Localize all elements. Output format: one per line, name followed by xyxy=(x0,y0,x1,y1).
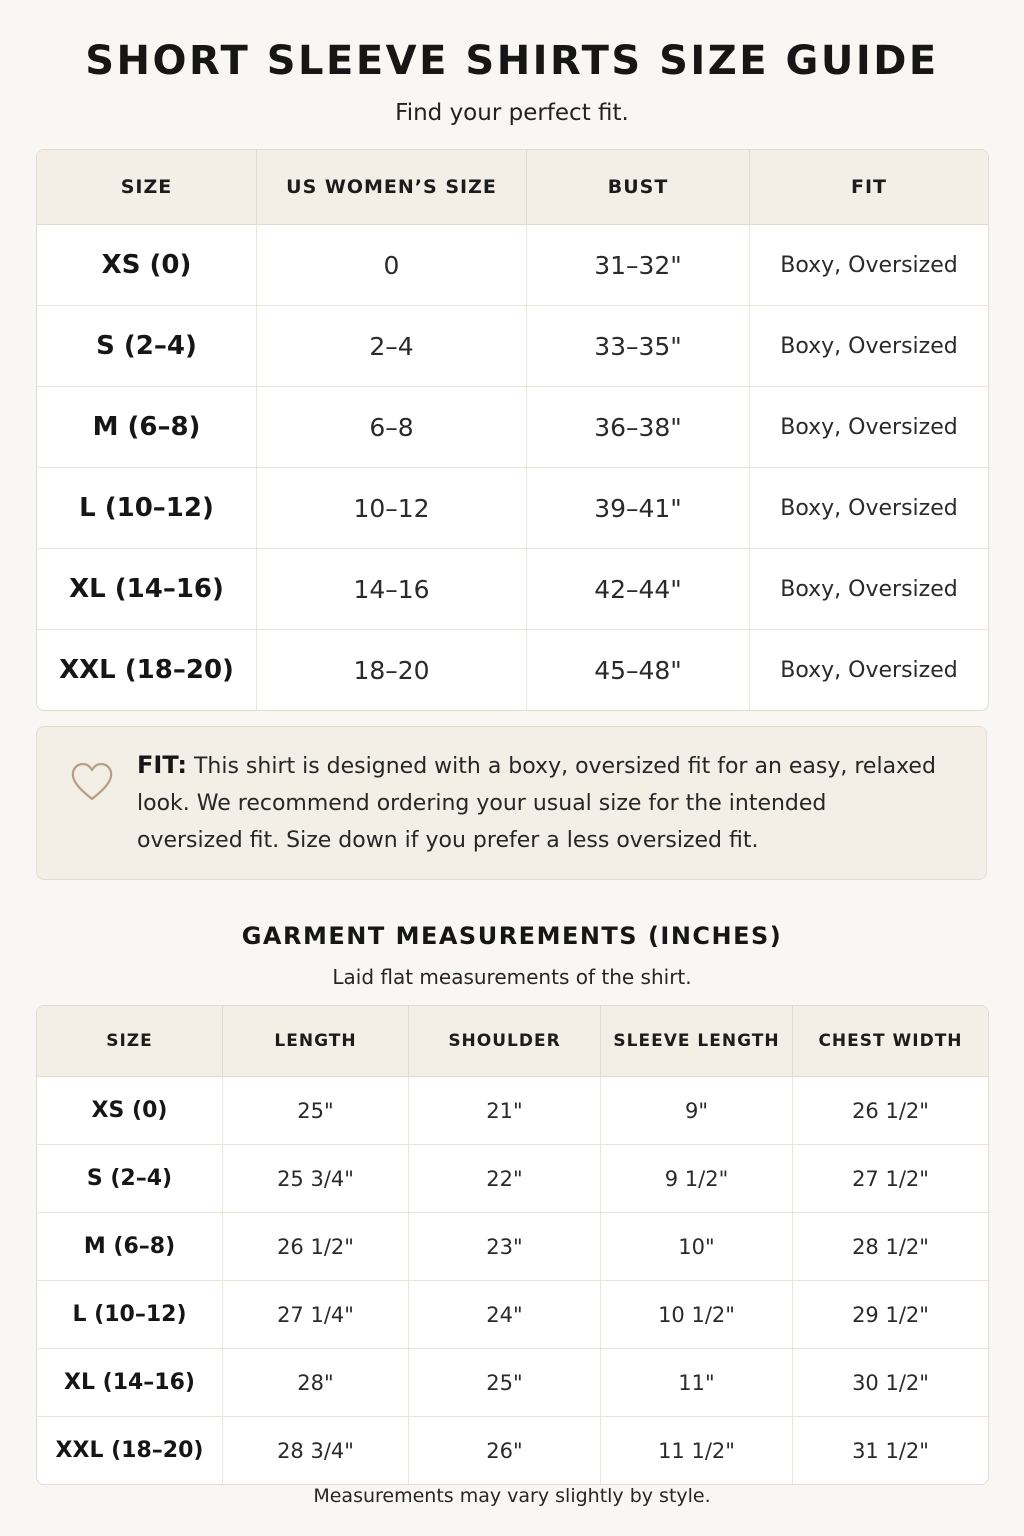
us-size-cell: 10–12 xyxy=(257,468,527,549)
fit-cell: Boxy, Oversized xyxy=(750,225,988,306)
fit-cell: Boxy, Oversized xyxy=(750,468,988,549)
bust-cell: 42–44" xyxy=(527,549,750,630)
length-cell: 28 3/4" xyxy=(223,1417,409,1484)
size-cell: XXL (18–20) xyxy=(37,630,257,710)
chest-width-cell: 30 1/2" xyxy=(793,1349,988,1417)
size-cell: XL (14–16) xyxy=(37,1349,223,1417)
size-cell: XS (0) xyxy=(37,1077,223,1145)
table-row xyxy=(37,1349,988,1417)
column-header-size: SIZE xyxy=(37,1006,223,1077)
us-size-cell: 2–4 xyxy=(257,306,527,387)
table-row xyxy=(37,1077,988,1145)
chest-width-cell: 31 1/2" xyxy=(852,1438,929,1463)
size-cell: S (2–4) xyxy=(37,1145,223,1213)
size-table xyxy=(36,149,989,711)
column-header-bust: BUST xyxy=(527,150,750,225)
chest-width-cell: 28 1/2" xyxy=(793,1213,988,1281)
heart-icon xyxy=(69,759,115,805)
fit-cell: Boxy, Oversized xyxy=(780,657,958,683)
table-row xyxy=(37,1281,988,1349)
table-row xyxy=(37,468,988,549)
page-title: SHORT SLEEVE SHIRTS SIZE GUIDE xyxy=(85,38,939,84)
column-header-length: LENGTH xyxy=(223,1006,409,1077)
shoulder-cell: 26" xyxy=(409,1417,601,1484)
us-size-cell: 6–8 xyxy=(257,387,527,468)
us-size-cell: 0 xyxy=(257,225,527,306)
column-header-chest-width: CHEST WIDTH xyxy=(793,1006,988,1077)
sleeve-length-cell: 10 1/2" xyxy=(601,1281,793,1349)
measurements-table xyxy=(36,1005,989,1485)
fit-cell: Boxy, Oversized xyxy=(750,549,988,630)
size-cell: XL (14–16) xyxy=(37,549,257,630)
size-cell: S (2–4) xyxy=(37,306,257,387)
length-cell: 28" xyxy=(223,1349,409,1417)
sleeve-length-cell: 9 1/2" xyxy=(601,1145,793,1213)
chest-width-cell: 27 1/2" xyxy=(793,1145,988,1213)
size-cell: L (10–12) xyxy=(37,468,257,549)
measurements-header-row xyxy=(37,1006,988,1077)
footnote: Measurements may vary slightly by style. xyxy=(313,1485,711,1507)
measurements-subtitle: Laid flat measurements of the shirt. xyxy=(332,965,692,989)
shoulder-cell: 21" xyxy=(409,1077,601,1145)
size-cell: L (10–12) xyxy=(37,1281,223,1349)
chest-width-cell: 26 1/2" xyxy=(793,1077,988,1145)
size-table-header-row xyxy=(37,150,988,225)
fit-cell: Boxy, Oversized xyxy=(750,387,988,468)
size-cell: XXL (18–20) xyxy=(37,1417,223,1484)
shoulder-cell: 22" xyxy=(409,1145,601,1213)
fit-note-callout xyxy=(36,726,987,880)
page-subtitle: Find your perfect fit. xyxy=(395,100,629,126)
column-header-size: SIZE xyxy=(37,150,257,225)
fit-note-label: FIT: xyxy=(137,751,187,779)
sleeve-length-cell: 11" xyxy=(601,1349,793,1417)
us-size-cell: 18–20 xyxy=(257,630,527,710)
table-row xyxy=(37,549,988,630)
column-header-fit: FIT xyxy=(750,150,988,225)
size-cell: M (6–8) xyxy=(37,387,257,468)
bust-cell: 33–35" xyxy=(527,306,750,387)
table-row xyxy=(37,1145,988,1213)
length-cell: 25 3/4" xyxy=(223,1145,409,1213)
table-row xyxy=(37,1213,988,1281)
bust-cell: 39–41" xyxy=(527,468,750,549)
fit-note-text-block xyxy=(137,747,937,859)
column-header-shoulder: SHOULDER xyxy=(409,1006,601,1077)
length-cell: 25" xyxy=(223,1077,409,1145)
size-cell: M (6–8) xyxy=(37,1213,223,1281)
shoulder-cell: 25" xyxy=(409,1349,601,1417)
chest-width-cell: 29 1/2" xyxy=(793,1281,988,1349)
length-cell: 26 1/2" xyxy=(223,1213,409,1281)
shoulder-cell: 24" xyxy=(409,1281,601,1349)
length-cell: 27 1/4" xyxy=(223,1281,409,1349)
sleeve-length-cell: 11 1/2" xyxy=(601,1417,793,1484)
table-row xyxy=(37,306,988,387)
column-header-sleeve-length: SLEEVE LENGTH xyxy=(601,1006,793,1077)
sleeve-length-cell: 10" xyxy=(601,1213,793,1281)
bust-cell: 31–32" xyxy=(527,225,750,306)
fit-cell: Boxy, Oversized xyxy=(750,306,988,387)
table-row xyxy=(37,630,988,710)
bust-cell: 36–38" xyxy=(527,387,750,468)
table-row xyxy=(37,1417,988,1484)
sleeve-length-cell: 9" xyxy=(601,1077,793,1145)
size-cell: XS (0) xyxy=(37,225,257,306)
shoulder-cell: 23" xyxy=(409,1213,601,1281)
measurements-title: GARMENT MEASUREMENTS (INCHES) xyxy=(241,922,783,950)
us-size-cell: 14–16 xyxy=(257,549,527,630)
table-row xyxy=(37,225,988,306)
table-row xyxy=(37,387,988,468)
column-header-us-womens-size: US WOMEN’S SIZE xyxy=(257,150,527,225)
bust-cell: 45–48" xyxy=(527,630,750,710)
fit-note-text: This shirt is designed with a boxy, oversized fit for an easy, relaxed look. We recommend ordering your usual size for the intended oversized fit. Size down if you prefer a less oversized fit. xyxy=(137,754,936,853)
